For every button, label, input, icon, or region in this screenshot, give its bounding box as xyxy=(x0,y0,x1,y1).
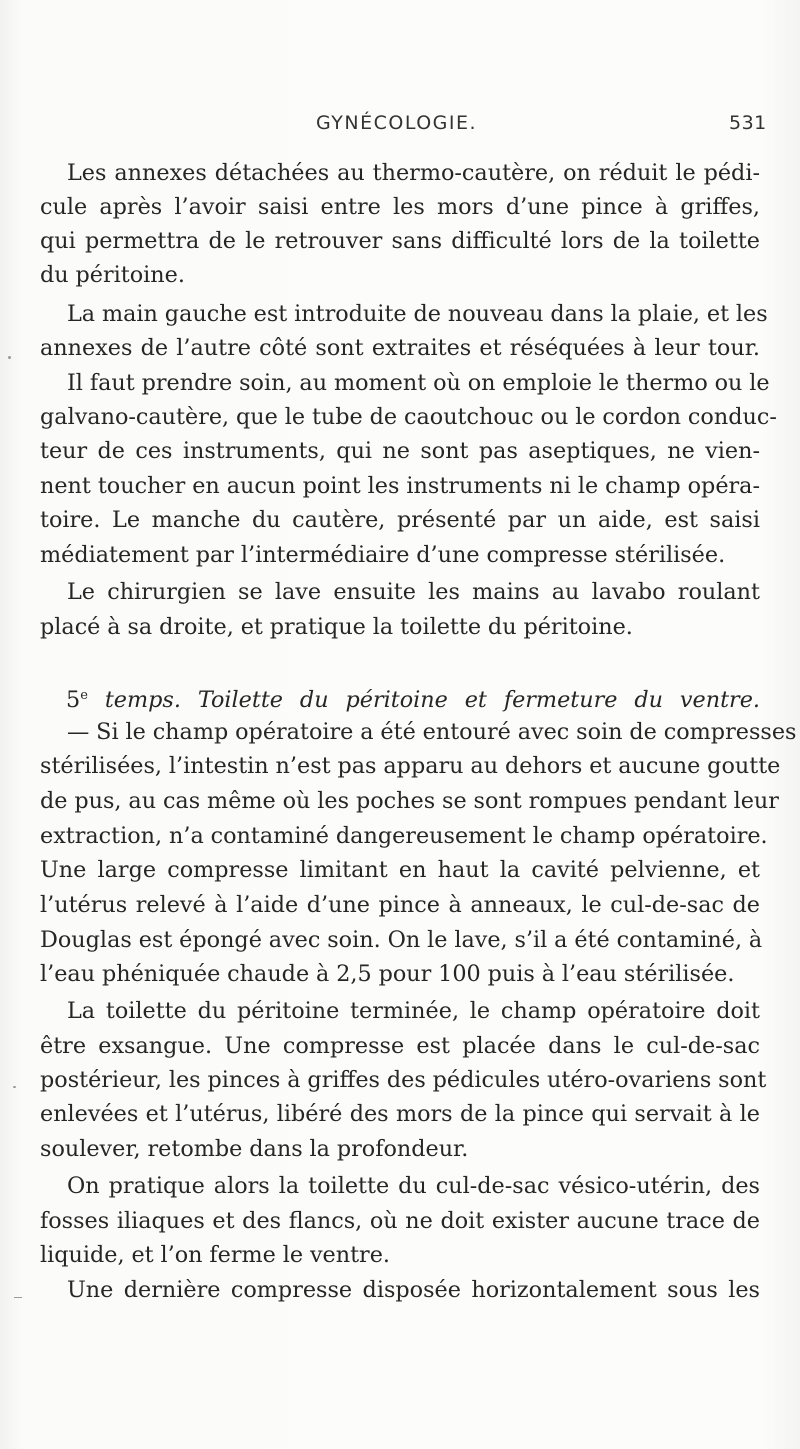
page-number: 531 xyxy=(729,112,767,134)
page-header xyxy=(0,112,800,142)
text-line: être exsangue. Une compresse est placée dans le cul-de-sac xyxy=(40,1033,760,1059)
text-line: du péritoine. xyxy=(40,262,185,288)
text-line: On pratique alors la toilette du cul-de-sac vésico-utérin, des xyxy=(67,1173,760,1199)
text-line: liquide, et l’on ferme le ventre. xyxy=(40,1242,391,1268)
text-line: annexes de l’autre côté sont extraites et réséquées à leur tour. xyxy=(40,335,760,361)
text-line: extraction, n’a contaminé dangereusement le champ opératoire. xyxy=(40,823,768,849)
text-line: l’eau phéniquée chaude à 2,5 pour 100 puis à l’eau stérilisée. xyxy=(40,961,735,987)
running-head: GYNÉCOLOGIE. xyxy=(316,112,478,134)
text-line: cule après l’avoir saisi entre les mors d’une pince à griffes, xyxy=(40,194,760,220)
text-line: La toilette du péritoine terminée, le champ opératoire doit xyxy=(67,998,760,1024)
text-line: fosses iliaques et des flancs, où ne doit exister aucune trace de xyxy=(40,1208,760,1234)
section-heading xyxy=(66,681,760,711)
text-line: galvano-cautère, que le tube de caoutchouc ou le cordon conduc- xyxy=(40,404,777,430)
text-line: soulever, retombe dans la profondeur. xyxy=(40,1136,469,1162)
section-title: Toilette du péritoine et fermeture du ventre. xyxy=(180,687,760,713)
text-line: teur de ces instruments, qui ne sont pas aseptiques, ne vien- xyxy=(40,438,760,464)
scan-speck xyxy=(14,1297,22,1298)
text-line: Douglas est épongé avec soin. On le lave, s’il a été contaminé, à xyxy=(40,927,763,953)
section-label: temps. xyxy=(87,687,181,713)
text-line: l’utérus relevé à l’aide d’une pince à anneaux, le cul-de-sac de xyxy=(40,892,760,918)
text-line: Le chirurgien se lave ensuite les mains au lavabo roulant xyxy=(67,579,760,605)
section-number: 5e xyxy=(66,687,88,713)
text-line: Une large compresse limitant en haut la cavité pelvienne, et xyxy=(40,857,760,883)
scan-speck xyxy=(8,356,11,359)
text-line: enlevées et l’utérus, libéré des mors de la pince qui servait à le xyxy=(40,1101,760,1127)
text-line: La main gauche est introduite de nouveau dans la plaie, et les xyxy=(67,301,768,327)
text-line: nent toucher en aucun point les instruments ni le champ opéra- xyxy=(40,473,760,499)
text-line: qui permettra de le retrouver sans difficulté lors de la toilette xyxy=(40,228,760,254)
text-line: stérilisées, l’intestin n’est pas apparu au dehors et aucune goutte xyxy=(40,753,781,779)
text-line: médiatement par l’intermédiaire d’une compresse stérilisée. xyxy=(40,542,726,568)
text-line: de pus, au cas même où les poches se sont rompues pendant leur xyxy=(40,788,779,814)
text-line: toire. Le manche du cautère, présenté par un aide, est saisi xyxy=(40,507,760,533)
text-line: Les annexes détachées au thermo-cautère, on réduit le pédi- xyxy=(67,160,760,186)
scan-speck xyxy=(13,1086,16,1088)
text-line: Une dernière compresse disposée horizontalement sous les xyxy=(67,1277,760,1303)
text-line: placé à sa droite, et pratique la toilette du péritoine. xyxy=(40,614,633,640)
text-line: Il faut prendre soin, au moment où on emploie le thermo ou le xyxy=(67,370,770,396)
text-line: postérieur, les pinces à griffes des pédicules utéro-ovariens sont xyxy=(40,1067,767,1093)
text-line: — Si le champ opératoire a été entouré avec soin de compresses xyxy=(67,719,797,745)
